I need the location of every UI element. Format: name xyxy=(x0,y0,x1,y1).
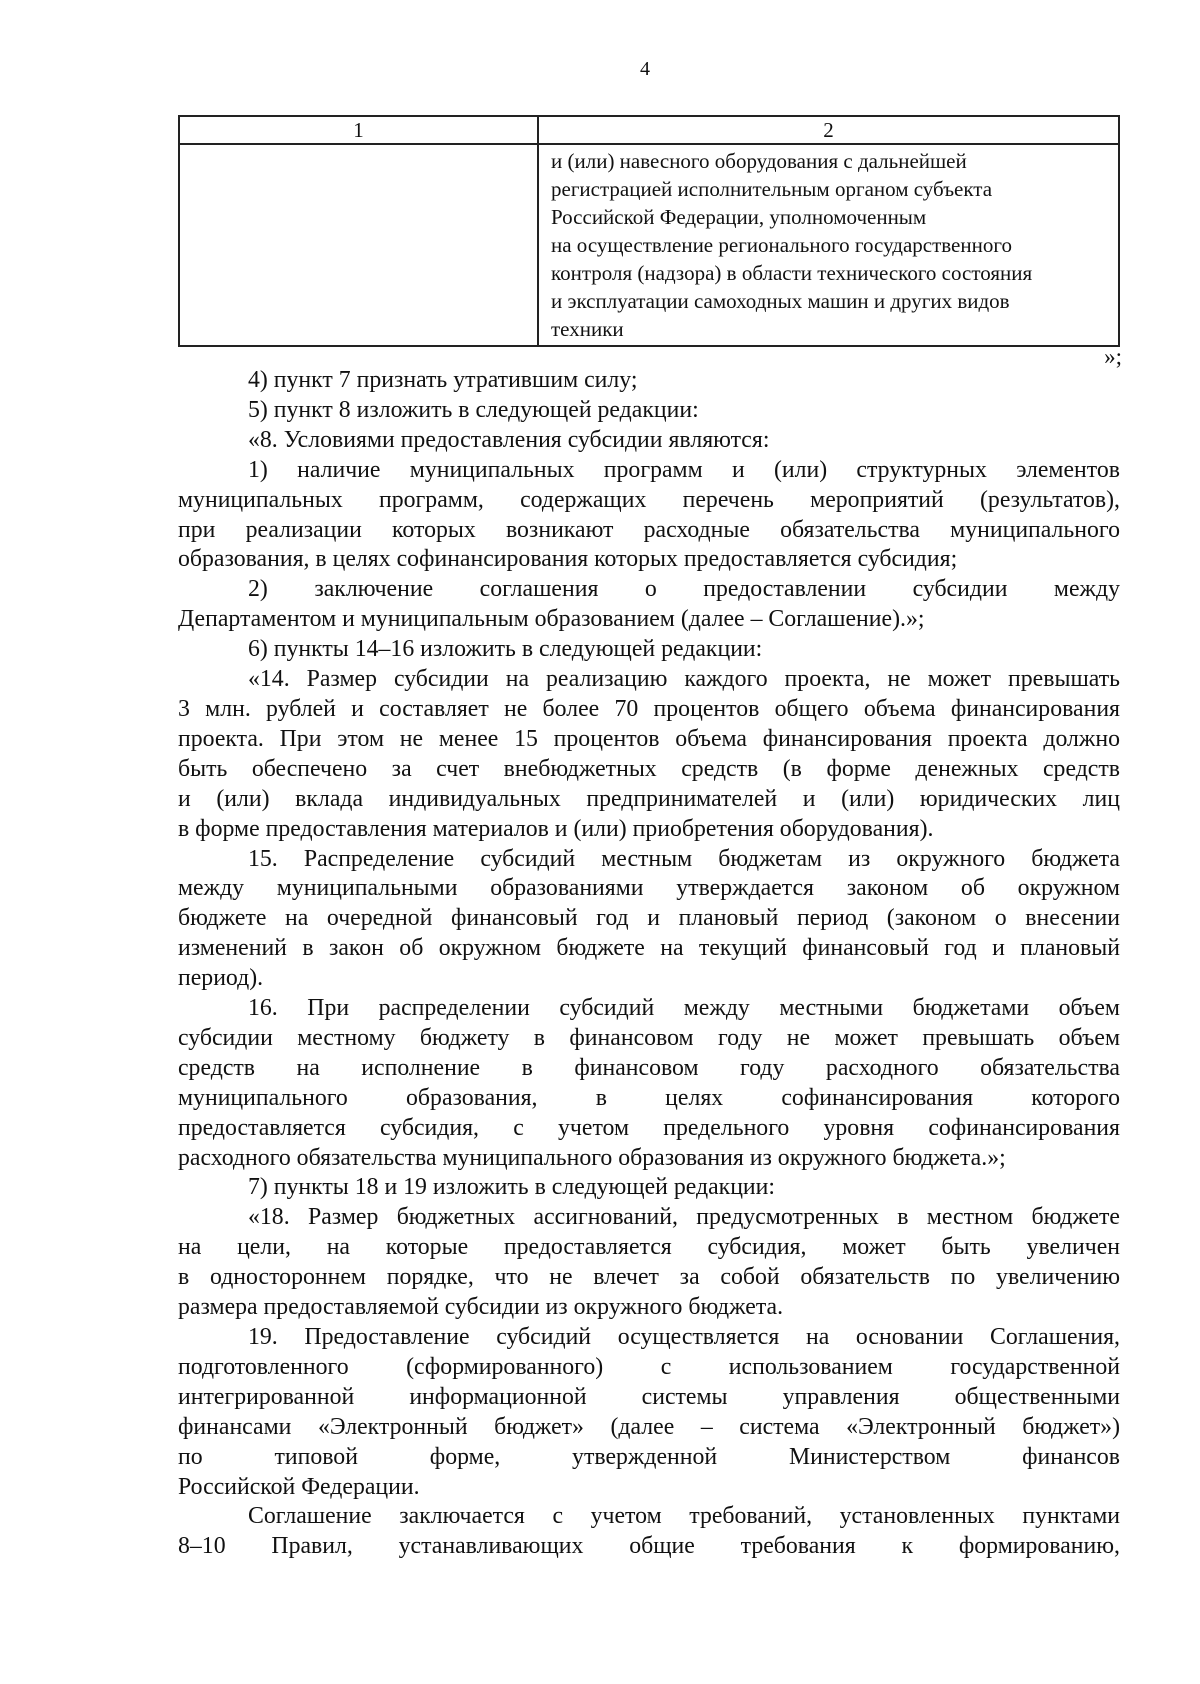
text-line: «18. Размер бюджетных ассигнований, предусмотренных в местном бюджете xyxy=(248,1204,1120,1231)
text-line: бюджете на очередной финансовый год и плановый период (законом о внесении xyxy=(178,905,1120,932)
text-line: Российской Федерации. xyxy=(178,1473,420,1500)
table-row xyxy=(179,144,1119,346)
table-cell-empty xyxy=(179,144,538,346)
text-line: 16. При распределении субсидий между местными бюджетами объем xyxy=(248,995,1120,1022)
text-line: при реализации которых возникают расходные обязательства муниципального xyxy=(178,516,1120,543)
text-line: 15. Распределение субсидий местным бюджетам из окружного бюджета xyxy=(248,845,1120,872)
table-cell-line: контроля (надзора) в области технического состояния xyxy=(551,261,1033,285)
text-line: проекта. При этом не менее 15 процентов объема финансирования проекта должно xyxy=(178,725,1120,752)
paragraph-item-5: 5) пункт 8 изложить в следующей редакции: xyxy=(248,396,699,423)
text-line: Соглашение заключается с учетом требований, установленных пунктами xyxy=(248,1503,1120,1530)
column-header-1: 1 xyxy=(179,116,538,144)
text-line: подготовленного (сформированного) с использованием государственной xyxy=(178,1353,1120,1380)
text-line: в одностороннем порядке, что не влечет за собой обязательств по увеличению xyxy=(178,1264,1120,1291)
text-line: муниципального образования, в целях софинансирования которого xyxy=(178,1084,1120,1111)
text-line: 8–10 Правил, устанавливающих общие требования к формированию, xyxy=(178,1533,1120,1560)
text-line: между муниципальными образованиями утверждается законом об окружном xyxy=(178,875,1120,902)
text-line: Департаментом и муниципальным образованием (далее – Соглашение).»; xyxy=(178,606,925,633)
table-cell-text xyxy=(538,144,1119,346)
text-line: период). xyxy=(178,965,264,992)
text-line: в форме предоставления материалов и (или) приобретения оборудования). xyxy=(178,815,934,842)
text-line: размера предоставляемой субсидии из окружного бюджета. xyxy=(178,1294,784,1321)
text-line: и (или) вклада индивидуальных предпринимателей и (или) юридических лиц xyxy=(178,785,1120,812)
text-line: 3 млн. рублей и составляет не более 70 процентов общего объема финансирования xyxy=(178,695,1120,722)
paragraph-item-4: 4) пункт 7 признать утратившим силу; xyxy=(248,367,638,393)
text-line: интегрированной информационной системы управления общественными xyxy=(178,1383,1120,1410)
document-body xyxy=(178,366,1120,1562)
text-line: финансами «Электронный бюджет» (далее – система «Электронный бюджет») xyxy=(178,1413,1120,1440)
table-cell-line: и (или) навесного оборудования с дальнейшей xyxy=(551,149,967,173)
table-cell-line: Российской Федерации, уполномоченным xyxy=(551,205,927,229)
text-line: субсидии местному бюджету в финансовом году не может превышать объем xyxy=(178,1024,1120,1051)
text-line: «14. Размер субсидии на реализацию каждого проекта, не может превышать xyxy=(248,666,1120,693)
text-line: по типовой форме, утвержденной Министерством финансов xyxy=(178,1443,1120,1470)
paragraph-item-7: 7) пункты 18 и 19 изложить в следующей редакции: xyxy=(248,1174,776,1201)
text-line: быть обеспечено за счет внебюджетных средств (в форме денежных средств xyxy=(178,755,1120,782)
text-line: 1) наличие муниципальных программ и (или) структурных элементов xyxy=(248,456,1120,483)
paragraph-item-6: 6) пункты 14–16 изложить в следующей редакции: xyxy=(248,636,763,663)
column-header-2: 2 xyxy=(538,116,1119,144)
text-line: средств на исполнение в финансовом году расходного обязательства xyxy=(178,1054,1120,1081)
page-number: 4 xyxy=(640,58,650,80)
text-line: изменений в закон об окружном бюджете на текущий финансовый год и плановый xyxy=(178,935,1120,962)
continuation-table xyxy=(178,115,1120,347)
text-line: предоставляется субсидия, с учетом предельного уровня софинансирования xyxy=(178,1114,1120,1141)
table-cell-line: и эксплуатации самоходных машин и других видов xyxy=(551,289,1010,313)
text-line: 2) заключение соглашения о предоставлении субсидии между xyxy=(248,576,1120,603)
closing-quote: »; xyxy=(1104,344,1122,369)
text-line: на цели, на которые предоставляется субсидия, может быть увеличен xyxy=(178,1234,1120,1261)
text-line: 19. Предоставление субсидий осуществляется на основании Соглашения, xyxy=(248,1324,1120,1350)
text-line: образования, в целях софинансирования которых предоставляется субсидия; xyxy=(178,546,958,573)
table-cell-line: регистрацией исполнительным органом субъекта xyxy=(551,177,993,201)
table-cell-line: техники xyxy=(551,317,624,341)
text-line: муниципальных программ, содержащих перечень мероприятий (результатов), xyxy=(178,486,1120,513)
paragraph-clause-8: «8. Условиями предоставления субсидии являются: xyxy=(248,426,770,453)
table-cell-line: на осуществление регионального государственного xyxy=(551,233,1012,257)
text-line: расходного обязательства муниципального образования из окружного бюджета.»; xyxy=(178,1144,1006,1171)
